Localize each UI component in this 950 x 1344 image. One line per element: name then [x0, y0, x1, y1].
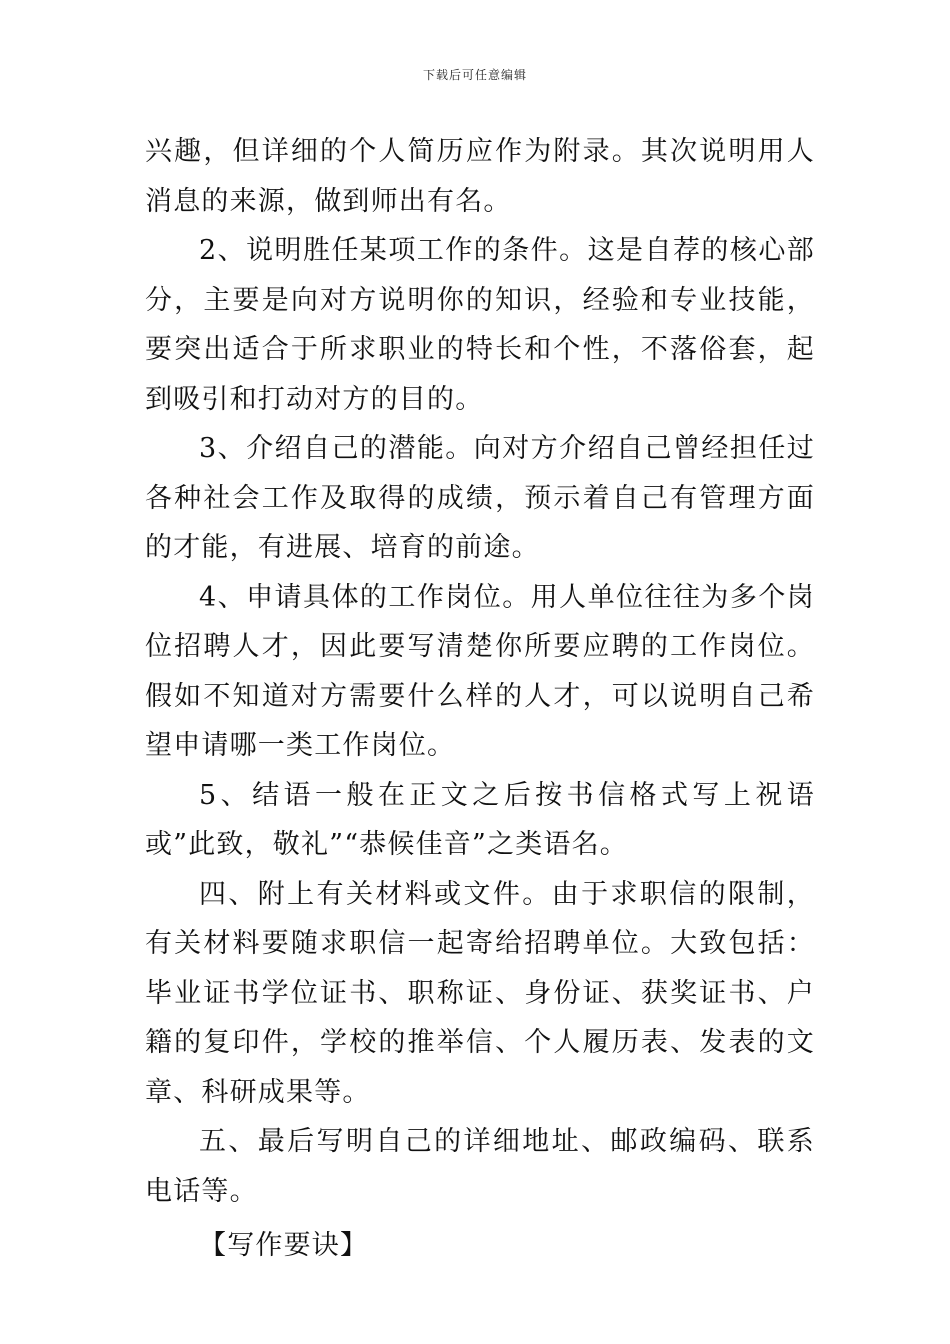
paragraph-item-3: 3、介绍自己的潜能。向对方介绍自己曾经担任过各种社会工作及取得的成绩，预示着自己有管理方面的才能，有进展、培育的前途。: [145, 433, 815, 563]
page-header: 下载后可任意编辑: [422, 68, 527, 82]
paragraph-continuation: 兴趣，但详细的个人简历应作为附录。其次说明用人消息的来源，做到师出有名。: [145, 136, 815, 217]
paragraph-section-4: 四、附上有关材料或文件。由于求职信的限制，有关材料要随求职信一起寄给招聘单位。大致包括：毕业证书学位证书、职称证、身份证、获奖证书、户籍的复印件，学校的推举信、个人履历表、发表的文章、科研成果等。: [145, 878, 815, 1108]
paragraph-section-5: 五、最后写明自己的详细地址、邮政编码、联系电话等。: [145, 1126, 815, 1207]
section-heading: 【写作要诀】: [199, 1230, 369, 1261]
paragraph-item-2: 2、说明胜任某项工作的条件。这是自荐的核心部分，主要是向对方说明你的知识，经验和专业技能，要突出适合于所求职业的特长和个性，不落俗套，起到吸引和打动对方的目的。: [145, 235, 815, 415]
document-body: [145, 127, 815, 1271]
paragraph-item-5: 5、结语一般在正文之后按书信格式写上祝语或”此致，敬礼”“恭候佳音”之类语名。: [145, 779, 815, 860]
paragraph-item-4: 4、申请具体的工作岗位。用人单位往往为多个岗位招聘人才，因此要写清楚你所要应聘的工作岗位。假如不知道对方需要什么样的人才，可以说明自己希望申请哪一类工作岗位。: [145, 581, 815, 761]
